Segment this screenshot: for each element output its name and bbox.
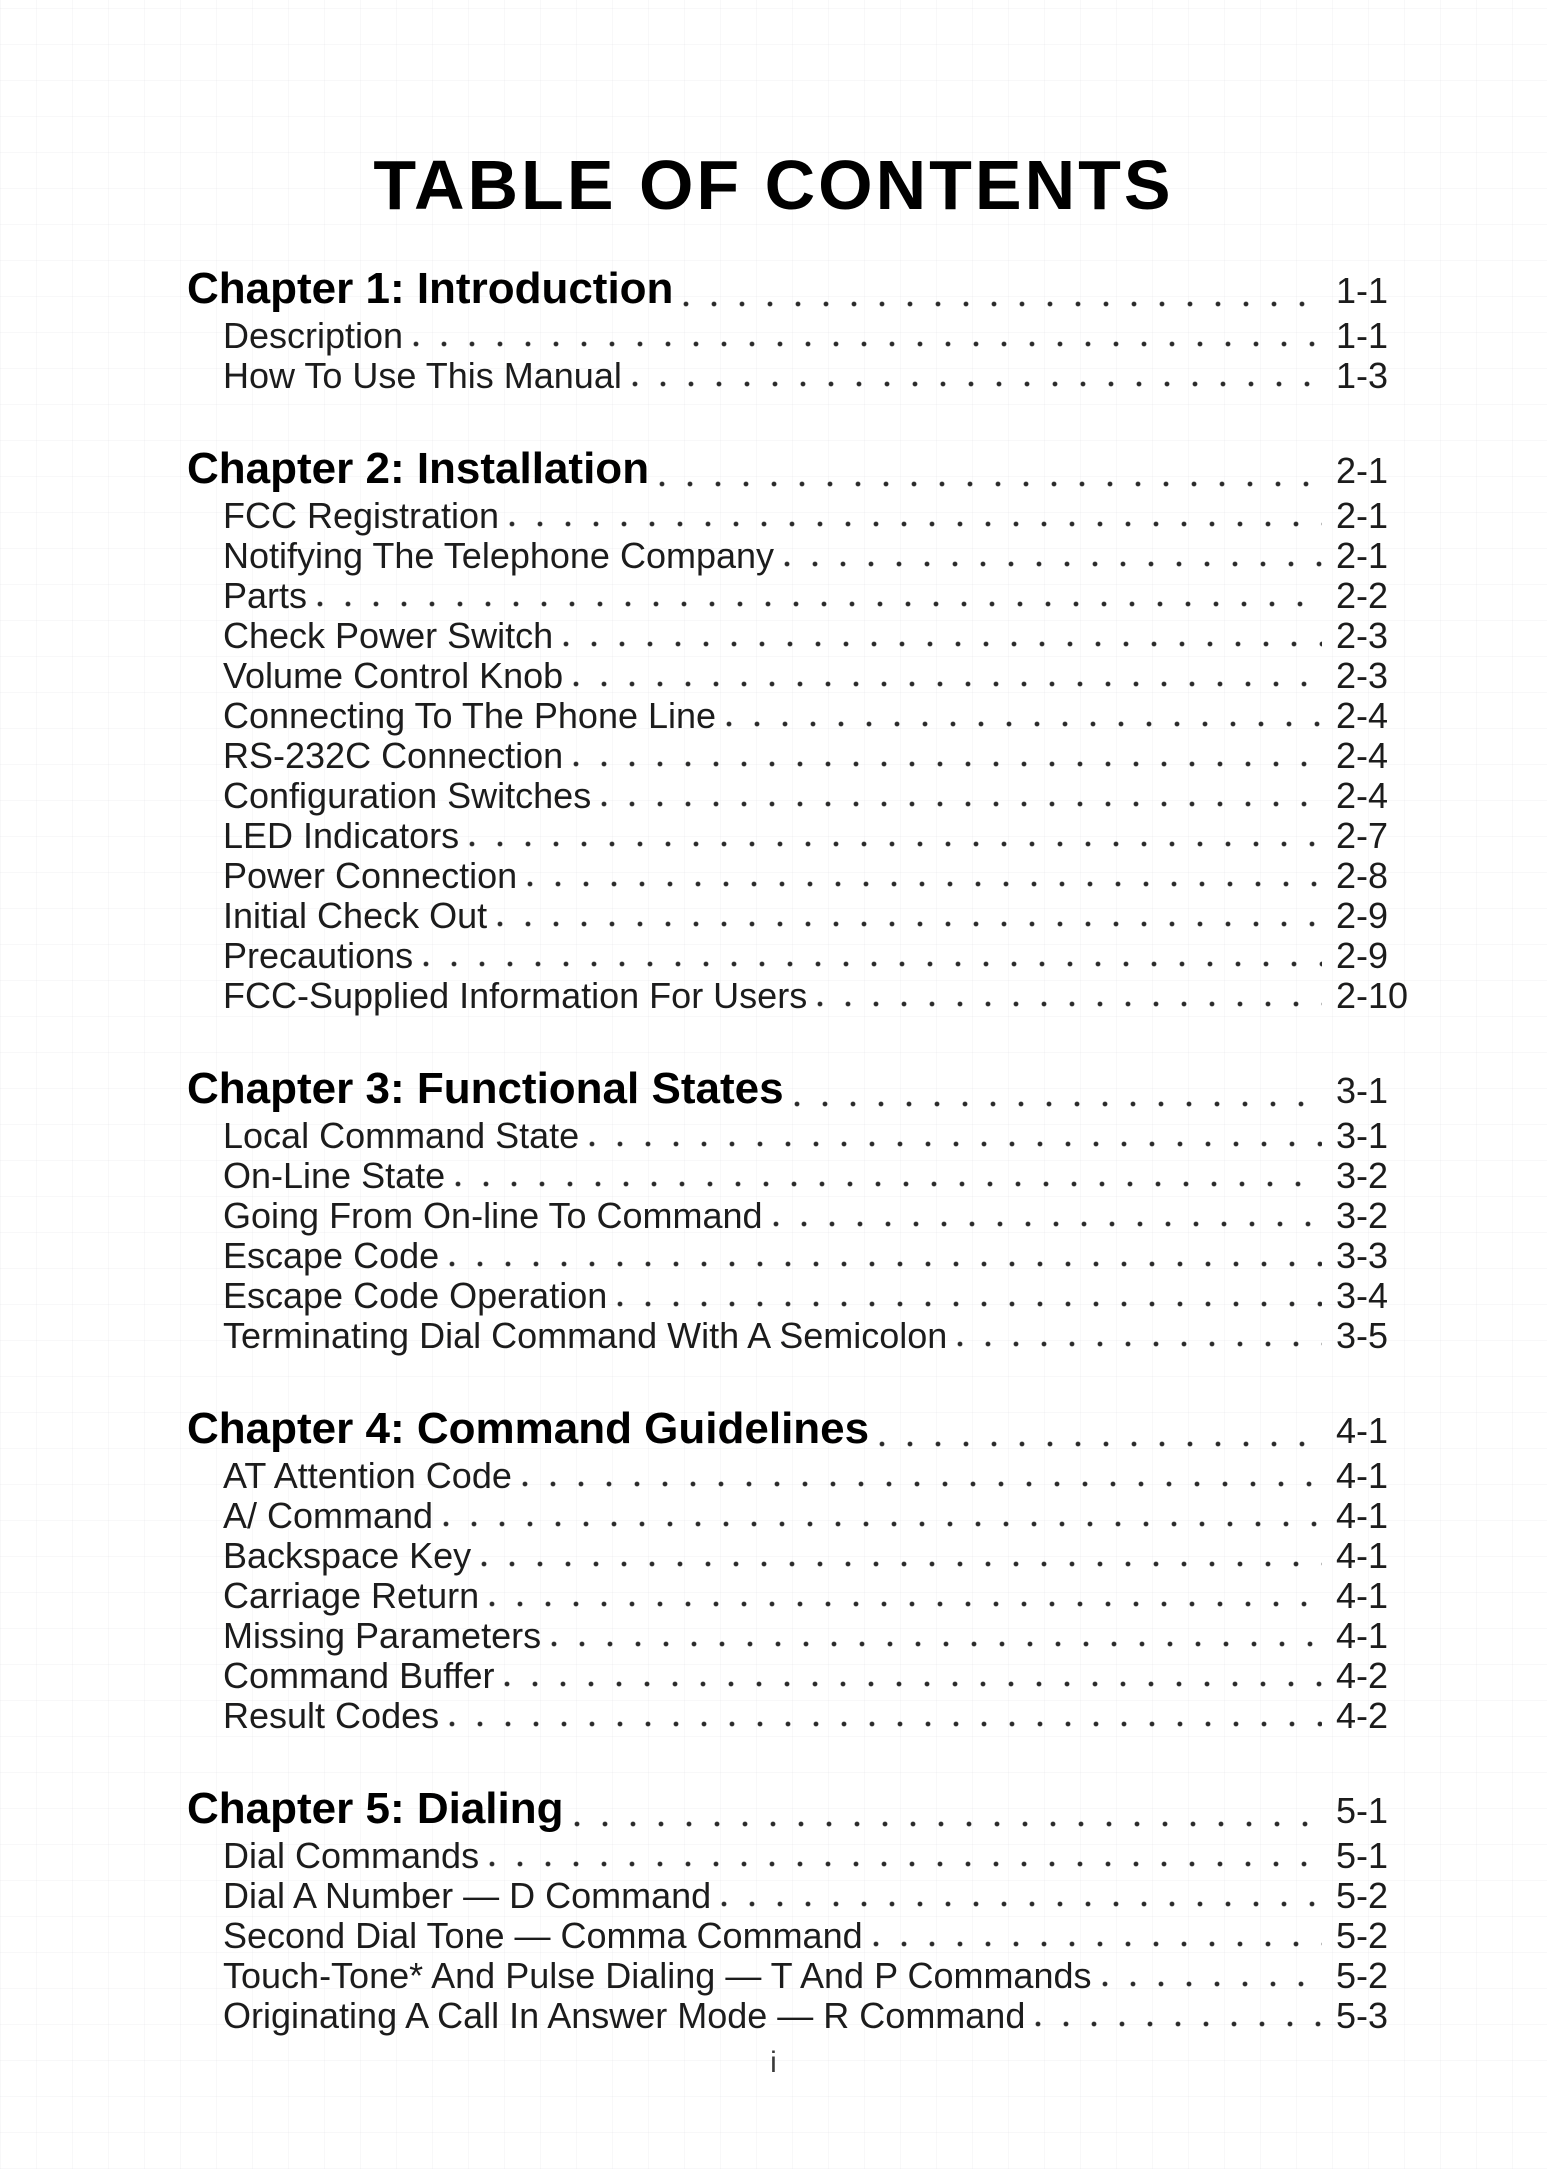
dot-leader bbox=[413, 341, 1322, 347]
toc-entry-row bbox=[187, 1876, 1420, 1916]
toc-entry-label: RS-232C Connection bbox=[223, 735, 564, 776]
toc-entry-page-number: 2-4 bbox=[1336, 735, 1389, 776]
dot-leader bbox=[423, 961, 1322, 967]
toc-chapter-heading-row bbox=[187, 264, 1420, 316]
toc-chapter-3 bbox=[187, 1064, 1420, 1356]
toc-entry-label: Escape Code Operation bbox=[223, 1275, 608, 1316]
toc-entry-label: Local Command State bbox=[223, 1115, 580, 1156]
chapter-page-number: 1-1 bbox=[1336, 270, 1389, 311]
toc-chapter-heading-row bbox=[187, 444, 1420, 496]
toc-chapter-heading-row bbox=[187, 1404, 1420, 1456]
dot-leader bbox=[489, 1861, 1322, 1867]
toc-entry-label: Command Buffer bbox=[223, 1655, 495, 1696]
toc-entry-label: Second Dial Tone — Comma Command bbox=[223, 1915, 863, 1956]
dot-leader bbox=[721, 1901, 1322, 1907]
dot-leader bbox=[443, 1521, 1322, 1527]
toc-entry-page-number: 4-1 bbox=[1336, 1535, 1389, 1576]
toc-entry-page-number: 3-3 bbox=[1336, 1235, 1389, 1276]
toc-entry-row bbox=[187, 316, 1420, 356]
toc-entry-label: On-Line State bbox=[223, 1155, 446, 1196]
toc-entry-page-number: 2-1 bbox=[1336, 535, 1389, 576]
toc-entry-row bbox=[187, 1696, 1420, 1736]
toc-entry-row bbox=[187, 1836, 1420, 1876]
toc-entry-row bbox=[187, 1196, 1420, 1236]
toc-chapter-1 bbox=[187, 264, 1420, 396]
toc-entry-page-number: 4-1 bbox=[1336, 1455, 1389, 1496]
dot-leader bbox=[449, 1721, 1322, 1727]
toc-entry-label: Precautions bbox=[223, 935, 414, 976]
dot-leader bbox=[659, 481, 1322, 487]
dot-leader bbox=[527, 881, 1322, 887]
toc-entry-row bbox=[187, 816, 1420, 856]
toc-entry-label: A/ Command bbox=[223, 1495, 434, 1536]
toc-entry-row bbox=[187, 616, 1420, 656]
toc-entry-label: Escape Code bbox=[223, 1235, 440, 1276]
toc-entry-row bbox=[187, 1656, 1420, 1696]
toc-entry-label: Configuration Switches bbox=[223, 775, 592, 816]
toc-entry-row bbox=[187, 1156, 1420, 1196]
toc-entry-row bbox=[187, 936, 1420, 976]
dot-leader bbox=[589, 1141, 1322, 1147]
toc-entry-page-number: 3-1 bbox=[1336, 1115, 1389, 1156]
toc-entry-row bbox=[187, 1456, 1420, 1496]
toc-entry-label: Touch-Tone* And Pulse Dialing — T And P Commands bbox=[223, 1955, 1092, 1996]
toc-entry-page-number: 2-8 bbox=[1336, 855, 1389, 896]
toc-chapter-2 bbox=[187, 444, 1420, 1016]
toc-entry-row bbox=[187, 1316, 1420, 1356]
dot-leader bbox=[522, 1481, 1322, 1487]
toc-entry-page-number: 2-7 bbox=[1336, 815, 1389, 856]
toc-entry-label: Check Power Switch bbox=[223, 615, 554, 656]
dot-leader bbox=[632, 381, 1322, 387]
toc-entry-row bbox=[187, 1496, 1420, 1536]
toc-entry-row bbox=[187, 496, 1420, 536]
toc-entry-label: Result Codes bbox=[223, 1695, 440, 1736]
toc-entry-row bbox=[187, 1996, 1420, 2036]
dot-leader bbox=[455, 1181, 1322, 1187]
dot-leader bbox=[481, 1561, 1322, 1567]
dot-leader bbox=[551, 1641, 1322, 1647]
dot-leader bbox=[509, 521, 1322, 527]
chapter-title: Chapter 3: Functional States bbox=[187, 1064, 784, 1113]
toc-entry-page-number: 5-2 bbox=[1336, 1875, 1389, 1916]
dot-leader bbox=[497, 921, 1322, 927]
dot-leader bbox=[573, 681, 1322, 687]
toc-entry-page-number: 2-3 bbox=[1336, 615, 1389, 656]
dot-leader bbox=[601, 801, 1322, 807]
dot-leader bbox=[1102, 1981, 1323, 1987]
dot-leader bbox=[794, 1101, 1322, 1107]
toc-entry-label: LED Indicators bbox=[223, 815, 460, 856]
toc-chapter-4 bbox=[187, 1404, 1420, 1736]
toc-entry-row bbox=[187, 856, 1420, 896]
toc-entry-page-number: 2-1 bbox=[1336, 495, 1389, 536]
dot-leader bbox=[317, 601, 1322, 607]
toc-entry-row bbox=[187, 1916, 1420, 1956]
toc-entry-label: Parts bbox=[223, 575, 308, 616]
toc-entry-label: Connecting To The Phone Line bbox=[223, 695, 717, 736]
toc-entry-page-number: 5-2 bbox=[1336, 1955, 1389, 1996]
toc-entry-label: FCC-Supplied Information For Users bbox=[223, 975, 808, 1016]
toc-entry-label: Description bbox=[223, 315, 404, 356]
toc-chapter-5 bbox=[187, 1784, 1420, 2036]
toc-entry-row bbox=[187, 356, 1420, 396]
toc-entry-page-number: 1-3 bbox=[1336, 355, 1389, 396]
dot-leader bbox=[574, 1821, 1323, 1827]
dot-leader bbox=[784, 561, 1322, 567]
dot-leader bbox=[1035, 2021, 1322, 2027]
toc-entry-page-number: 4-1 bbox=[1336, 1575, 1389, 1616]
toc-entry-page-number: 2-2 bbox=[1336, 575, 1389, 616]
toc-entry-label: Dial A Number — D Command bbox=[223, 1875, 712, 1916]
toc-entry-label: Initial Check Out bbox=[223, 895, 488, 936]
chapter-page-number: 4-1 bbox=[1336, 1410, 1389, 1451]
toc-entry-row bbox=[187, 536, 1420, 576]
toc-entry-page-number: 4-1 bbox=[1336, 1495, 1389, 1536]
toc-entry-label: Originating A Call In Answer Mode — R Command bbox=[223, 1995, 1026, 2036]
toc-entry-label: Going From On-line To Command bbox=[223, 1195, 763, 1236]
toc-entry-page-number: 3-2 bbox=[1336, 1195, 1389, 1236]
toc-entry-page-number: 2-4 bbox=[1336, 695, 1389, 736]
toc-entry-page-number: 4-1 bbox=[1336, 1615, 1389, 1656]
toc-entry-page-number: 2-3 bbox=[1336, 655, 1389, 696]
toc-entry-row bbox=[187, 1616, 1420, 1656]
chapter-title: Chapter 1: Introduction bbox=[187, 264, 674, 313]
dot-leader bbox=[489, 1601, 1322, 1607]
toc-entry-row bbox=[187, 1236, 1420, 1276]
toc-entry-page-number: 3-4 bbox=[1336, 1275, 1389, 1316]
toc-entry-label: Terminating Dial Command With A Semicolon bbox=[223, 1315, 948, 1356]
toc-entry-page-number: 3-2 bbox=[1336, 1155, 1389, 1196]
dot-leader bbox=[449, 1261, 1322, 1267]
toc-entry-page-number: 2-9 bbox=[1336, 935, 1389, 976]
toc-entry-row bbox=[187, 656, 1420, 696]
toc-entry-row bbox=[187, 976, 1420, 1016]
table-of-contents bbox=[187, 222, 1420, 2036]
dot-leader bbox=[879, 1441, 1322, 1447]
toc-entry-label: AT Attention Code bbox=[223, 1455, 512, 1496]
toc-entry-row bbox=[187, 776, 1420, 816]
toc-entry-row bbox=[187, 736, 1420, 776]
chapter-title: Chapter 4: Command Guidelines bbox=[187, 1404, 870, 1453]
dot-leader bbox=[573, 761, 1322, 767]
toc-entry-label: Notifying The Telephone Company bbox=[223, 535, 775, 576]
toc-entry-label: Dial Commands bbox=[223, 1835, 480, 1876]
toc-entry-label: How To Use This Manual bbox=[223, 355, 622, 396]
dot-leader bbox=[504, 1681, 1322, 1687]
page-title: TABLE OF CONTENTS bbox=[373, 146, 1174, 224]
toc-chapter-heading-row bbox=[187, 1064, 1420, 1116]
dot-leader bbox=[563, 641, 1322, 647]
chapter-title: Chapter 5: Dialing bbox=[187, 1784, 564, 1833]
chapter-page-number: 5-1 bbox=[1336, 1790, 1389, 1831]
toc-entry-label: Missing Parameters bbox=[223, 1615, 542, 1656]
toc-entry-page-number: 1-1 bbox=[1336, 315, 1389, 356]
chapter-title: Chapter 2: Installation bbox=[187, 444, 650, 493]
toc-entry-row bbox=[187, 1956, 1420, 1996]
toc-entry-label: Power Connection bbox=[223, 855, 518, 896]
toc-entry-page-number: 4-2 bbox=[1336, 1695, 1389, 1736]
toc-entry-page-number: 2-4 bbox=[1336, 775, 1389, 816]
toc-entry-row bbox=[187, 1576, 1420, 1616]
toc-entry-row bbox=[187, 1276, 1420, 1316]
dot-leader bbox=[957, 1341, 1322, 1347]
chapter-page-number: 3-1 bbox=[1336, 1070, 1389, 1111]
toc-entry-page-number: 5-2 bbox=[1336, 1915, 1389, 1956]
toc-entry-row bbox=[187, 576, 1420, 616]
dot-leader bbox=[817, 1001, 1322, 1007]
toc-chapter-heading-row bbox=[187, 1784, 1420, 1836]
toc-entry-page-number: 4-2 bbox=[1336, 1655, 1389, 1696]
dot-leader bbox=[726, 721, 1322, 727]
toc-entry-page-number: 3-5 bbox=[1336, 1315, 1389, 1356]
dot-leader bbox=[469, 841, 1322, 847]
toc-entry-page-number: 2-9 bbox=[1336, 895, 1389, 936]
dot-leader bbox=[617, 1301, 1322, 1307]
toc-entry-label: Backspace Key bbox=[223, 1535, 472, 1576]
toc-entry-row bbox=[187, 696, 1420, 736]
toc-entry-page-number: 5-3 bbox=[1336, 1995, 1389, 2036]
dot-leader bbox=[773, 1221, 1322, 1227]
chapter-page-number: 2-1 bbox=[1336, 450, 1389, 491]
footer-page-number: i bbox=[770, 2046, 777, 2079]
dot-leader bbox=[873, 1941, 1322, 1947]
toc-entry-label: Volume Control Knob bbox=[223, 655, 564, 696]
toc-entry-row bbox=[187, 896, 1420, 936]
toc-entry-page-number: 5-1 bbox=[1336, 1835, 1389, 1876]
toc-entry-page-number: 2-10 bbox=[1336, 975, 1409, 1016]
toc-entry-row bbox=[187, 1536, 1420, 1576]
toc-entry-row bbox=[187, 1116, 1420, 1156]
toc-entry-label: Carriage Return bbox=[223, 1575, 480, 1616]
dot-leader bbox=[683, 301, 1322, 307]
toc-entry-label: FCC Registration bbox=[223, 495, 500, 536]
